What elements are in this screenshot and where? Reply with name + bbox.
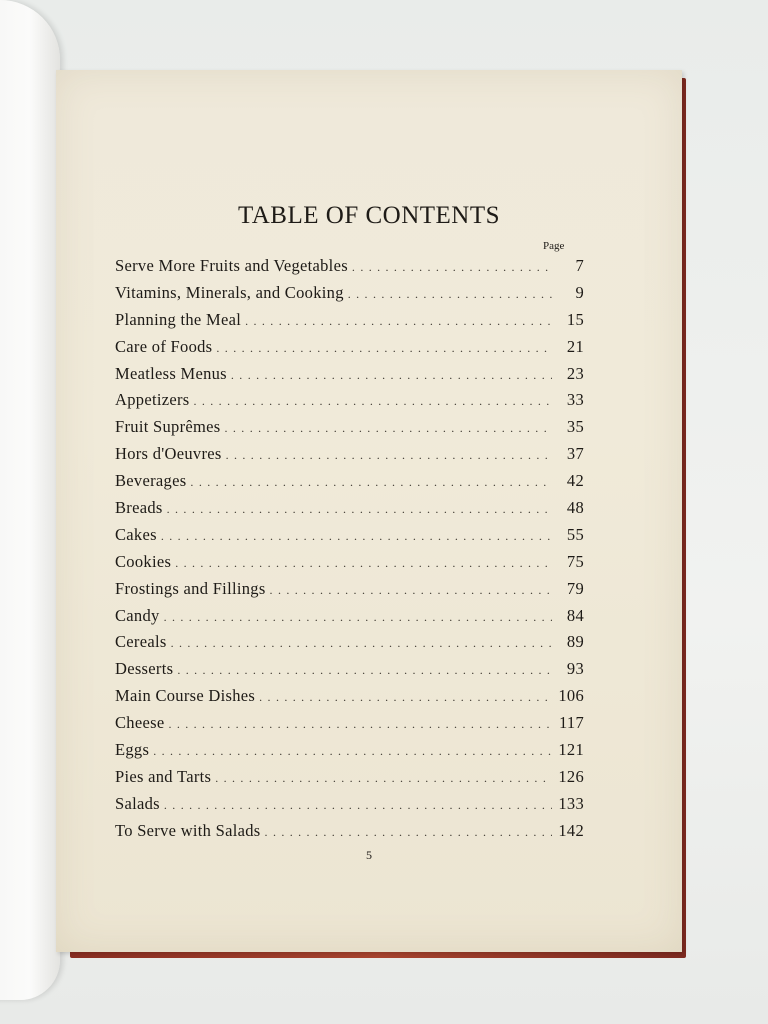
toc-entry-page-number: 9 [575,282,584,302]
toc-entry-page-number: 33 [566,390,584,410]
toc-entry-page-number: 48 [566,498,584,518]
toc-entry-title: Fruit Suprêmes [115,417,221,437]
toc-entry-title: Planning the Meal [115,309,242,329]
toc-entry-page-number: 37 [566,444,584,464]
toc-entry [115,471,584,498]
left-page-edge [0,0,60,1000]
toc-entry [115,498,584,525]
toc-entry-title: Care of Foods [115,336,213,356]
dot-leader [259,690,552,705]
toc-entry-page-number: 93 [566,659,584,679]
toc-entry-page-number: 7 [575,256,584,275]
toc-entry-page-number: 23 [566,363,584,383]
toc-entry-title: Cakes [115,524,157,544]
dot-leader [164,798,552,813]
toc-entry-page-number: 117 [558,713,584,733]
toc-entry-title: Breads [115,498,163,518]
dot-leader [270,583,552,598]
toc-entry-title: To Serve with Salads [115,820,261,840]
dot-leader [153,744,552,759]
toc-entry-page-number: 126 [558,766,584,786]
book-page [56,70,682,952]
dot-leader [226,448,552,463]
page-title: TABLE OF CONTENTS [237,202,501,229]
toc-entry-page-number: 106 [558,686,584,706]
toc-entry-title: Cheese [115,713,165,733]
dot-leader [231,368,552,383]
toc-entry-title: Eggs [115,740,150,760]
toc-entry [115,525,584,552]
toc-entry [115,364,584,391]
toc-entry [115,579,584,606]
toc-entry-title: Meatless Menus [115,363,227,383]
toc-entry-page-number: 42 [566,471,584,491]
toc-entry [115,659,584,686]
toc-entry [115,337,584,364]
toc-entry [115,552,584,579]
toc-entry [115,632,584,659]
toc-entry-page-number: 133 [558,793,584,813]
toc-entry-page-number: 21 [566,336,584,356]
toc-entry-title: Cookies [115,551,172,571]
toc-entry [115,606,584,633]
dot-leader [175,556,552,571]
toc-entry-page-number: 55 [566,524,584,544]
dot-leader [164,610,552,625]
toc-entry-page-number: 121 [558,740,584,760]
toc-entry-page-number: 79 [566,578,584,598]
toc-entry-title: Cereals [115,632,167,652]
toc-entry-page-number: 75 [566,551,584,571]
dot-leader [225,421,553,436]
toc-entry-title: Beverages [115,471,187,491]
dot-leader [177,663,552,678]
toc-entry [115,444,584,471]
dot-leader [193,394,552,409]
dot-leader [215,771,552,786]
toc-entry [115,794,584,821]
dot-leader [190,475,552,490]
toc-entry-title: Vitamins, Minerals, and Cooking [115,282,344,302]
dot-leader [352,260,552,275]
toc-entry [115,713,584,740]
toc-entry-title: Pies and Tarts [115,766,212,786]
toc-entry [115,821,584,848]
dot-leader [167,502,552,517]
toc-entry-page-number: 84 [566,605,584,625]
toc-entry-title: Hors d'Oeuvres [115,444,222,464]
dot-leader [171,636,552,651]
dot-leader [216,341,552,356]
toc-entry [115,283,584,310]
toc-entry [115,767,584,794]
toc-entry [115,310,584,337]
page-number: 5 [366,848,372,862]
toc-entry-title: Main Course Dishes [115,686,256,706]
dot-leader [161,529,552,544]
toc-entry-page-number: 15 [566,309,584,329]
toc-entry [115,686,584,713]
toc-entry-page-number: 142 [558,820,584,840]
toc-entry-title: Desserts [115,659,174,679]
toc-entry-title: Salads [115,793,160,813]
toc-entry-title: Frostings and Fillings [115,578,266,598]
dot-leader [265,825,552,840]
dot-leader [168,717,552,732]
table-of-contents-list [115,256,584,848]
page-column-label: Page [543,240,565,252]
toc-entry-page-number: 35 [566,417,584,437]
toc-entry [115,390,584,417]
toc-entry-page-number: 89 [566,632,584,652]
toc-entry [115,417,584,444]
toc-entry [115,256,584,283]
toc-entry-title: Appetizers [115,390,190,410]
toc-entry-title: Candy [115,605,160,625]
toc-entry [115,740,584,767]
toc-entry-title: Serve More Fruits and Vegetables [115,256,348,275]
dot-leader [245,314,552,329]
dot-leader [348,287,552,302]
